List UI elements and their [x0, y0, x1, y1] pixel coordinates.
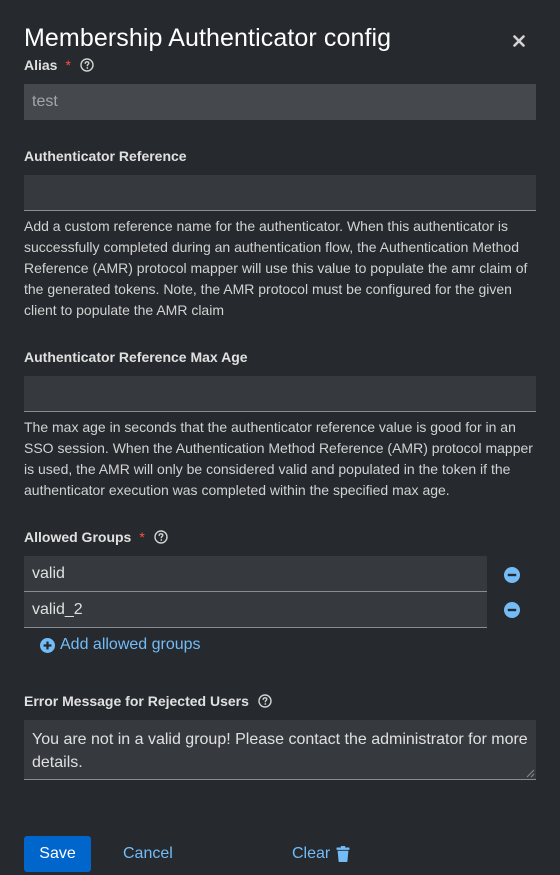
allowed-groups-label: Allowed Groups: [24, 529, 132, 545]
clear-button[interactable]: [292, 836, 350, 872]
question-circle-icon[interactable]: [258, 694, 272, 708]
authenticator-reference-help-text: Add a custom reference name for the authenticator. When this authenticator is successfully completed during an authentication flow, the Authentication Method Reference (AMR) protocol mapper will use this value to populate the amr claim of the generated tokens. Note, the AMR protocol must be configured for the given client to populate the AMR claim: [24, 218, 528, 318]
authenticator-reference-max-age-input[interactable]: [24, 376, 536, 412]
save-button[interactable]: Save: [24, 836, 91, 872]
allowed-group-input[interactable]: [24, 556, 487, 592]
alias-label-row: [24, 57, 94, 73]
add-allowed-groups-label: Add allowed groups: [60, 636, 201, 653]
error-message-label-row: [24, 693, 272, 709]
close-button[interactable]: [508, 30, 530, 52]
minus-circle-icon: [504, 602, 520, 618]
authenticator-reference-input[interactable]: [24, 175, 536, 211]
error-message-textarea[interactable]: [24, 720, 536, 780]
allowed-groups-label-row: [24, 529, 168, 545]
authenticator-reference-label: Authenticator Reference: [24, 148, 187, 164]
error-message-value: You are not in a valid group! Please contact the administrator for more details.: [32, 731, 528, 771]
cancel-button[interactable]: Cancel: [123, 845, 173, 862]
clear-label: Clear: [292, 845, 331, 862]
alias-input[interactable]: [24, 84, 536, 120]
error-message-label: Error Message for Rejected Users: [24, 693, 249, 709]
question-circle-icon[interactable]: [154, 530, 168, 544]
remove-group-button[interactable]: [502, 565, 522, 585]
allowed-group-input[interactable]: [24, 592, 487, 628]
alias-label: Alias: [24, 57, 58, 73]
dialog-title: Membership Authenticator config: [24, 24, 392, 52]
remove-group-button[interactable]: [502, 600, 522, 620]
authenticator-reference-max-age-label: Authenticator Reference Max Age: [24, 349, 248, 365]
add-allowed-groups-button[interactable]: [40, 636, 201, 654]
question-circle-icon[interactable]: [80, 58, 94, 72]
close-icon: [513, 35, 525, 47]
trash-icon: [336, 846, 350, 862]
required-mark: *: [139, 529, 145, 545]
authenticator-reference-max-age-help-text: The max age in seconds that the authenticator reference value is good for in an SSO session. When the Authentication Method Reference (AMR) protocol mapper is used, the AMR will only be considered valid and populated in the token if the authenticator execution was completed within the specified max age.: [24, 419, 533, 498]
plus-circle-icon: [40, 638, 55, 653]
required-mark: *: [65, 57, 71, 73]
minus-circle-icon: [504, 567, 520, 583]
resize-grip-icon[interactable]: [526, 769, 535, 778]
